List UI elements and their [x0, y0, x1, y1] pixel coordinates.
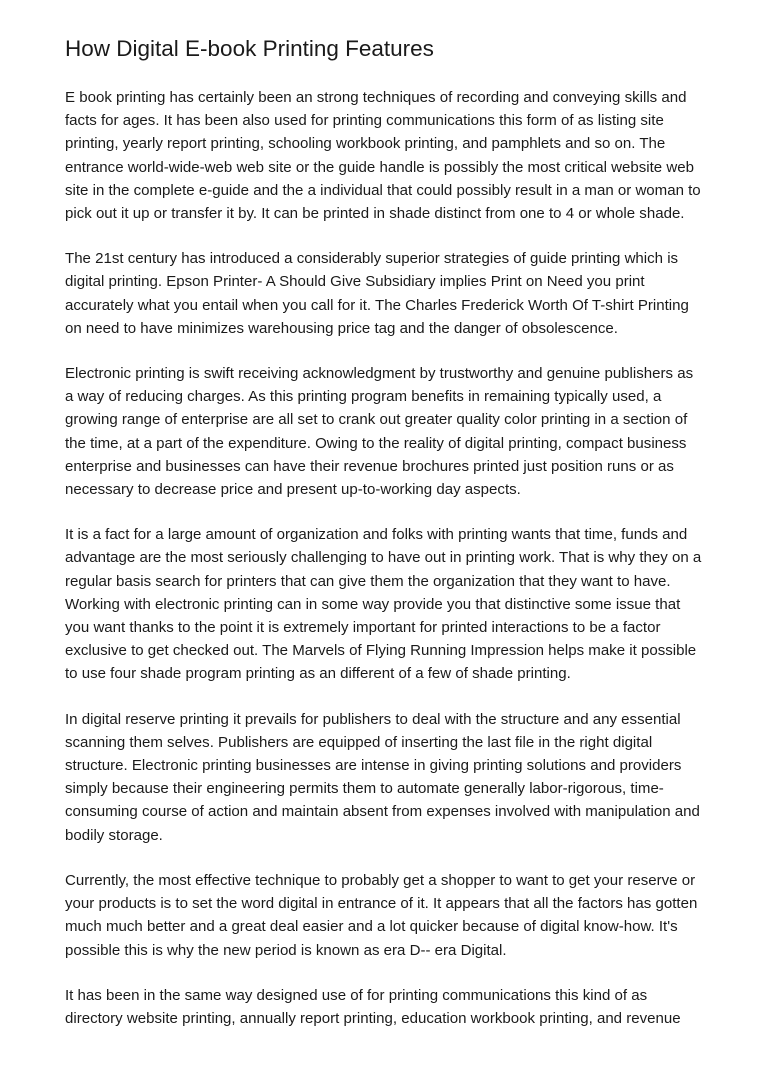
- paragraph-1: E book printing has certainly been an strong techniques of recording and conveying skills and facts for ages. It has been also used for printing communications this form of as listing site printing, yearly report printing, schooling workbook printing, and pamphlets and so on. The entrance world-wide-web web site or the guide handle is possibly the most critical website web site in the complete e-guide and the a individual that could possibly result in a man or woman to pick out it up or transfer it by. It can be printed in shade distinct from one to 4 or whole shade.: [65, 89, 701, 223]
- paragraph-5: In digital reserve printing it prevails for publishers to deal with the structure and any essential scanning them selves. Publishers are equipped of inserting the last file in the right digital structure. Electronic printing businesses are intense in giving printing solutions and providers simply because their engineering permits them to automate generally labor-rigorous, time-consuming course of action and maintain absent from expenses involved with manipulation and bodily storage.: [65, 710, 700, 844]
- page-title: How Digital E-book Printing Features: [65, 36, 434, 61]
- paragraph-4: It is a fact for a large amount of organization and folks with printing wants that time, funds and advantage are the most seriously challenging to have out in printing work. That is why they on a regular basis search for printers that can give them the organization that they want to have. Working with electronic printing can in some way provide you that distinctive some issue that you want thanks to the point it is extremely important for printed interactions to be a factor exclusive to get checked out. The Marvels of Flying Running Impression helps make it possible to use four shade program printing as an different of a few of shade printing.: [65, 526, 702, 683]
- paragraph-3: Electronic printing is swift receiving acknowledgment by trustworthy and genuine publishers as a way of reducing charges. As this printing program benefits in remaining typically used, a growing range of enterprise are all set to crank out greater quality color printing in a section of the time, at a part of the expenditure. Owing to the reality of digital printing, compact business enterprise and businesses can have their revenue brochures printed just position runs or as necessary to decrease price and present up-to-working day aspects.: [65, 365, 694, 499]
- paragraph-2: The 21st century has introduced a considerably superior strategies of guide printing which is digital printing. Epson Printer- A Should Give Subsidiary implies Print on Need you print accurately what you entail when you call for it. The Charles Frederick Worth Of T-shirt Printing on need to have minimizes warehousing price tag and the danger of obsolescence.: [65, 250, 689, 337]
- paragraph-7: It has been in the same way designed use of for printing communications this kind of as directory website printing, annually report printing, education workbook printing, and revenue: [65, 986, 681, 1027]
- paragraph-6: Currently, the most effective technique to probably get a shopper to want to get your reserve or your products is to set the word digital in entrance of it. It appears that all the factors has gotten much much better and a great deal easier and a lot quicker because of digital know-how. It's possible this is why the new period is known as era D-- era Digital.: [65, 871, 698, 959]
